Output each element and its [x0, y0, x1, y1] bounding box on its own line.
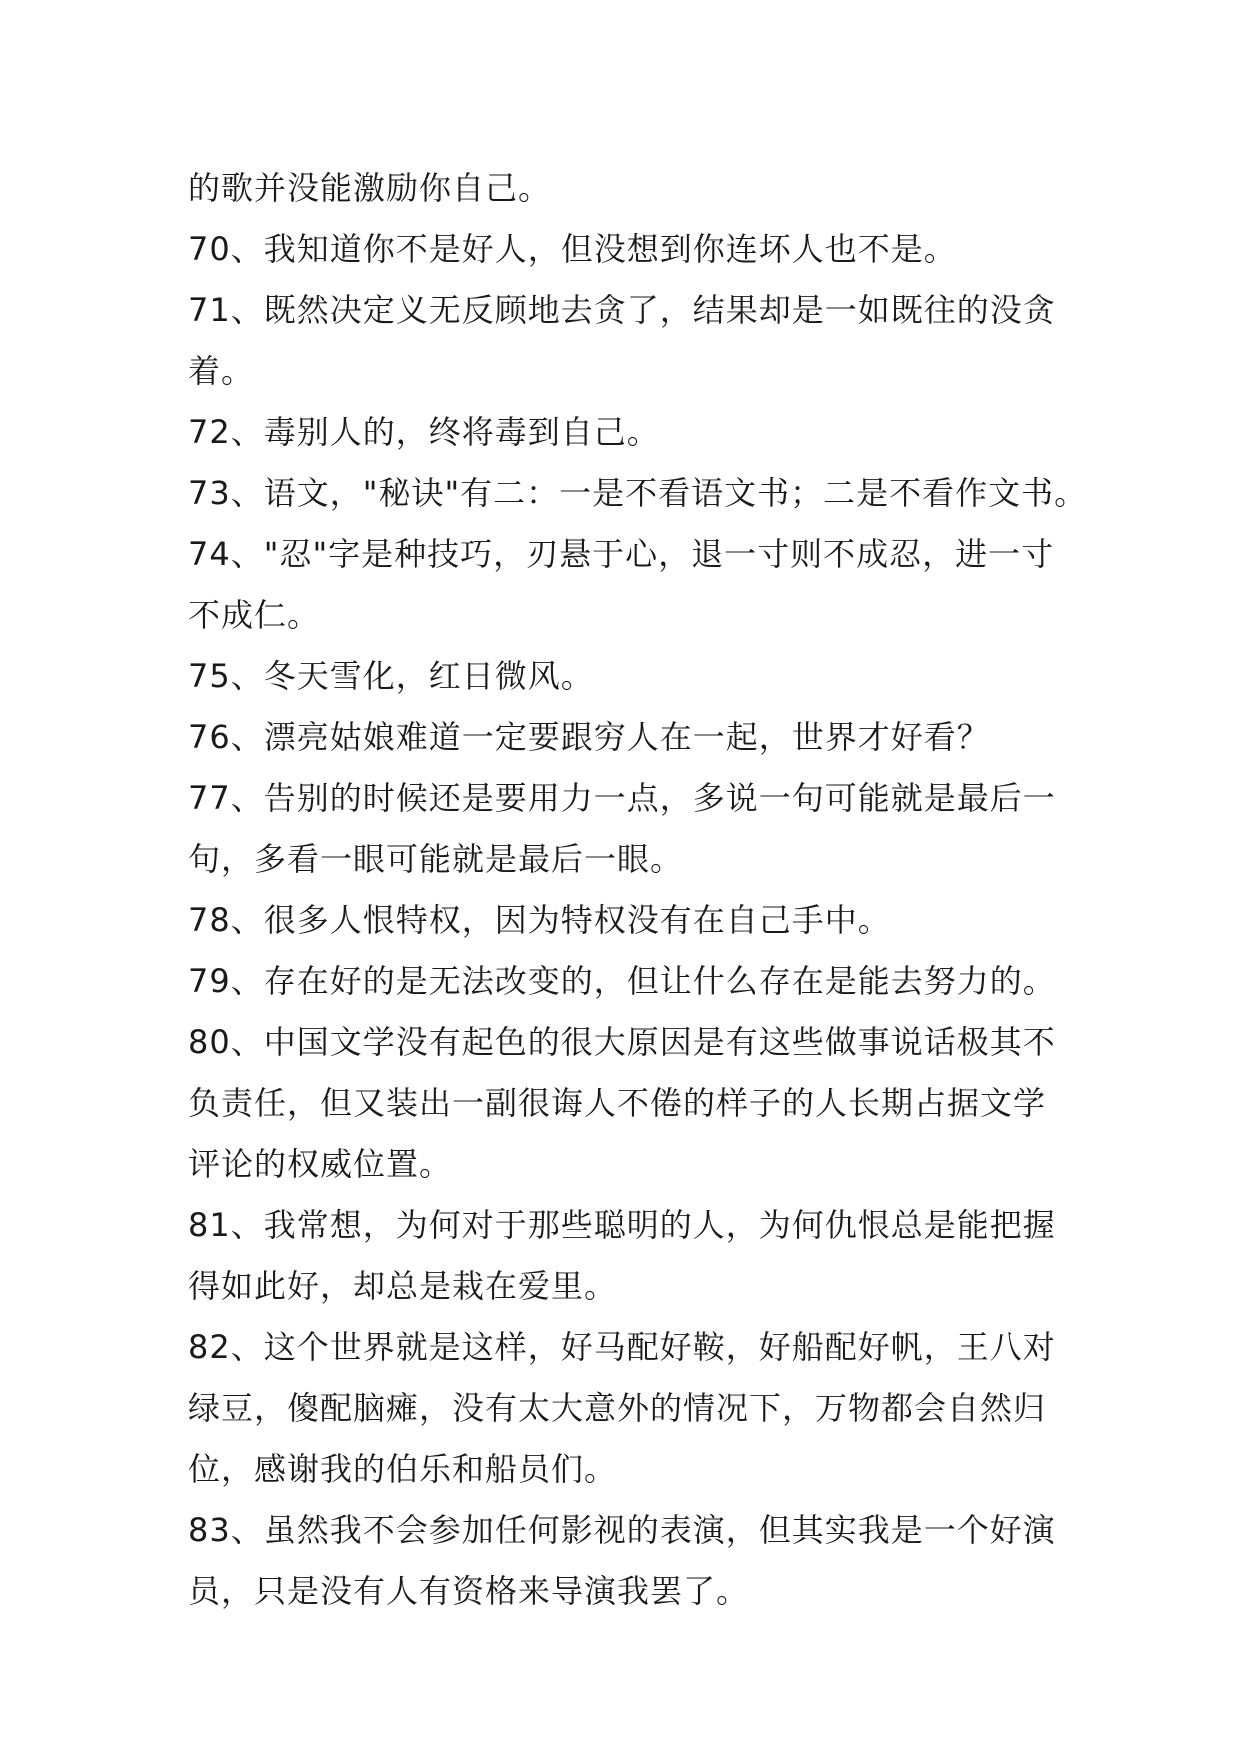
text-line: 76、漂亮姑娘难道一定要跟穷人在一起，世界才好看？ — [188, 718, 990, 756]
text-line: 77、告别的时候还是要用力一点，多说一句可能就是最后一 — [188, 779, 1056, 817]
text-line: 80、中国文学没有起色的很大原因是有这些做事说话极其不 — [188, 1023, 1056, 1061]
text-line: 负责任，但又装出一副很诲人不倦的样子的人长期占据文学 — [188, 1084, 1047, 1122]
text-line: 83、虽然我不会参加任何影视的表演，但其实我是一个好演 — [188, 1511, 1056, 1549]
text-line: 绿豆，傻配脑瘫，没有太大意外的情况下，万物都会自然归 — [188, 1389, 1047, 1427]
text-line: 72、毒别人的，终将毒到自己。 — [188, 413, 660, 451]
text-line: 71、既然决定义无反顾地去贪了，结果却是一如既往的没贪 — [188, 291, 1056, 329]
text-line: 75、冬天雪化，红日微风。 — [188, 657, 594, 695]
text-line: 不成仁。 — [188, 596, 321, 634]
text-line: 评论的权威位置。 — [188, 1145, 453, 1183]
text-line: 82、这个世界就是这样，好马配好鞍，好船配好帆，王八对 — [188, 1328, 1056, 1366]
text-line: 70、我知道你不是好人，但没想到你连坏人也不是。 — [188, 230, 957, 268]
text-line: 的歌并没能激励你自己。 — [188, 169, 552, 207]
text-line: 73、语文，"秘诀"有二：一是不看语文书；二是不看作文书。 — [188, 474, 1088, 512]
text-line: 74、"忍"字是种技巧，刃悬于心，退一寸则不成忍，进一寸 — [188, 535, 1055, 573]
text-line: 句，多看一眼可能就是最后一眼。 — [188, 840, 684, 878]
text-line: 着。 — [188, 352, 255, 390]
text-line: 得如此好，却总是栽在爱里。 — [188, 1267, 618, 1305]
text-line: 78、很多人恨特权，因为特权没有在自己手中。 — [188, 901, 891, 939]
document-body — [188, 158, 1088, 1622]
text-line: 81、我常想，为何对于那些聪明的人，为何仇恨总是能把握 — [188, 1206, 1056, 1244]
text-line: 位，感谢我的伯乐和船员们。 — [188, 1450, 618, 1488]
text-line: 79、存在好的是无法改变的，但让什么存在是能去努力的。 — [188, 962, 1056, 1000]
text-line: 员，只是没有人有资格来导演我罢了。 — [188, 1572, 750, 1610]
